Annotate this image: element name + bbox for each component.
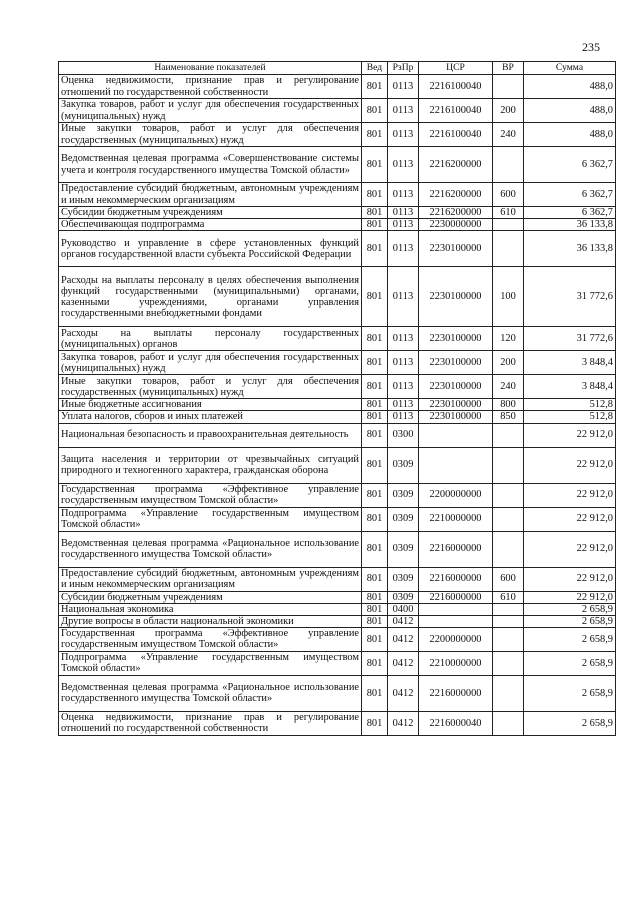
cell-name: Оценка недвижимости, признание прав и регулирование отношений по государственной собственности — [59, 711, 362, 735]
cell-csr: 2210000000 — [419, 507, 493, 531]
cell-name: Расходы на выплаты персоналу в целях обеспечения выполнения функций государственными (муниципальными) органами, казенными учреждениями, органами управления государственными внебюджетными фондами — [59, 267, 362, 327]
cell-sum: 31 772,6 — [524, 327, 616, 351]
cell-ved: 801 — [362, 147, 388, 183]
cell-rzpr: 0412 — [388, 627, 419, 651]
cell-vr: 240 — [493, 375, 524, 399]
cell-csr: 2216100040 — [419, 123, 493, 147]
cell-sum: 22 912,0 — [524, 507, 616, 531]
cell-rzpr: 0309 — [388, 447, 419, 483]
cell-rzpr: 0412 — [388, 651, 419, 675]
table-row — [59, 531, 616, 567]
cell-rzpr: 0309 — [388, 591, 419, 603]
cell-sum: 22 912,0 — [524, 591, 616, 603]
cell-vr — [493, 603, 524, 615]
cell-name: Подпрограмма «Управление государственным имуществом Томской области» — [59, 507, 362, 531]
cell-csr: 2216000000 — [419, 567, 493, 591]
cell-rzpr: 0309 — [388, 507, 419, 531]
cell-vr — [493, 219, 524, 231]
cell-rzpr: 0113 — [388, 267, 419, 327]
cell-name: Руководство и управление в сфере установленных функций органов государственной власти субъекта Российской Федерации — [59, 231, 362, 267]
cell-vr: 800 — [493, 399, 524, 411]
cell-csr: 2216100040 — [419, 75, 493, 99]
cell-sum: 22 912,0 — [524, 531, 616, 567]
cell-rzpr: 0309 — [388, 567, 419, 591]
cell-rzpr: 0113 — [388, 351, 419, 375]
cell-ved: 801 — [362, 123, 388, 147]
cell-csr: 2230100000 — [419, 351, 493, 375]
cell-csr: 2230100000 — [419, 375, 493, 399]
cell-csr: 2230100000 — [419, 231, 493, 267]
cell-vr — [493, 615, 524, 627]
cell-sum: 6 362,7 — [524, 147, 616, 183]
table-row — [59, 207, 616, 219]
cell-csr — [419, 447, 493, 483]
cell-name: Ведомственная целевая программа «Рациональное использование государственного имущества Томской области» — [59, 675, 362, 711]
cell-vr: 200 — [493, 99, 524, 123]
cell-name: Предоставление субсидий бюджетным, автономным учреждениям и иным некоммерческим организациям — [59, 183, 362, 207]
cell-ved: 801 — [362, 183, 388, 207]
cell-vr — [493, 507, 524, 531]
cell-sum: 2 658,9 — [524, 627, 616, 651]
cell-ved: 801 — [362, 423, 388, 447]
cell-csr: 2230100000 — [419, 327, 493, 351]
cell-ved: 801 — [362, 219, 388, 231]
cell-name: Государственная программа «Эффективное управление государственным имуществом Томской области» — [59, 483, 362, 507]
cell-rzpr: 0113 — [388, 231, 419, 267]
cell-vr: 240 — [493, 123, 524, 147]
cell-ved: 801 — [362, 207, 388, 219]
table-row — [59, 231, 616, 267]
table-row — [59, 75, 616, 99]
cell-ved: 801 — [362, 675, 388, 711]
cell-ved: 801 — [362, 711, 388, 735]
cell-name: Ведомственная целевая программа «Совершенствование системы учета и контроля государственного имущества Томской области» — [59, 147, 362, 183]
cell-vr: 600 — [493, 183, 524, 207]
cell-name: Закупка товаров, работ и услуг для обеспечения государственных (муниципальных) нужд — [59, 99, 362, 123]
table-row — [59, 567, 616, 591]
cell-rzpr: 0113 — [388, 375, 419, 399]
cell-name: Иные закупки товаров, работ и услуг для обеспечения государственных (муниципальных) нужд — [59, 123, 362, 147]
table-row — [59, 591, 616, 603]
cell-csr: 2216000000 — [419, 531, 493, 567]
cell-csr — [419, 603, 493, 615]
cell-ved: 801 — [362, 327, 388, 351]
cell-vr — [493, 483, 524, 507]
cell-csr: 2200000000 — [419, 483, 493, 507]
cell-csr: 2230100000 — [419, 267, 493, 327]
cell-sum: 488,0 — [524, 99, 616, 123]
cell-sum: 22 912,0 — [524, 567, 616, 591]
cell-ved: 801 — [362, 231, 388, 267]
header-rzpr: РзПр — [388, 62, 419, 75]
cell-name: Обеспечивающая подпрограмма — [59, 219, 362, 231]
table-row — [59, 147, 616, 183]
table-row — [59, 99, 616, 123]
cell-ved: 801 — [362, 411, 388, 423]
cell-ved: 801 — [362, 567, 388, 591]
cell-sum: 488,0 — [524, 75, 616, 99]
table-row — [59, 603, 616, 615]
cell-name: Субсидии бюджетным учреждениям — [59, 591, 362, 603]
cell-name: Ведомственная целевая программа «Рациональное использование государственного имущества Томской области» — [59, 531, 362, 567]
cell-name: Оценка недвижимости, признание прав и регулирование отношений по государственной собственности — [59, 75, 362, 99]
cell-sum: 512,8 — [524, 411, 616, 423]
cell-csr: 2216000040 — [419, 711, 493, 735]
cell-name: Национальная экономика — [59, 603, 362, 615]
cell-sum: 36 133,8 — [524, 219, 616, 231]
table-row — [59, 507, 616, 531]
cell-csr: 2200000000 — [419, 627, 493, 651]
cell-vr — [493, 231, 524, 267]
cell-ved: 801 — [362, 399, 388, 411]
cell-csr: 2216200000 — [419, 183, 493, 207]
table-row — [59, 675, 616, 711]
cell-ved: 801 — [362, 447, 388, 483]
cell-rzpr: 0113 — [388, 75, 419, 99]
cell-ved: 801 — [362, 627, 388, 651]
cell-rzpr: 0113 — [388, 147, 419, 183]
table-row — [59, 375, 616, 399]
header-vr: ВР — [493, 62, 524, 75]
cell-sum: 22 912,0 — [524, 447, 616, 483]
cell-name: Иные закупки товаров, работ и услуг для обеспечения государственных (муниципальных) нужд — [59, 375, 362, 399]
cell-name: Субсидии бюджетным учреждениям — [59, 207, 362, 219]
table-row — [59, 327, 616, 351]
table-row — [59, 399, 616, 411]
cell-ved: 801 — [362, 375, 388, 399]
cell-rzpr: 0412 — [388, 711, 419, 735]
cell-sum: 31 772,6 — [524, 267, 616, 327]
cell-ved: 801 — [362, 651, 388, 675]
cell-vr — [493, 423, 524, 447]
cell-rzpr: 0113 — [388, 411, 419, 423]
cell-csr: 2216200000 — [419, 147, 493, 183]
table-row — [59, 423, 616, 447]
cell-sum: 3 848,4 — [524, 351, 616, 375]
cell-rzpr: 0113 — [388, 207, 419, 219]
cell-ved: 801 — [362, 507, 388, 531]
cell-csr: 2230100000 — [419, 411, 493, 423]
cell-name: Предоставление субсидий бюджетным, автономным учреждениям и иным некоммерческим организациям — [59, 567, 362, 591]
cell-sum: 22 912,0 — [524, 423, 616, 447]
cell-vr — [493, 447, 524, 483]
table-row — [59, 183, 616, 207]
cell-name: Иные бюджетные ассигнования — [59, 399, 362, 411]
cell-ved: 801 — [362, 351, 388, 375]
cell-name: Закупка товаров, работ и услуг для обеспечения государственных (муниципальных) нужд — [59, 351, 362, 375]
cell-name: Защита населения и территории от чрезвычайных ситуаций природного и техногенного характера, гражданская оборона — [59, 447, 362, 483]
cell-name: Подпрограмма «Управление государственным имуществом Томской области» — [59, 651, 362, 675]
cell-sum: 3 848,4 — [524, 375, 616, 399]
cell-sum: 488,0 — [524, 123, 616, 147]
table-row — [59, 627, 616, 651]
cell-name: Уплата налогов, сборов и иных платежей — [59, 411, 362, 423]
cell-sum: 512,8 — [524, 399, 616, 411]
cell-sum: 36 133,8 — [524, 231, 616, 267]
cell-csr — [419, 615, 493, 627]
table-row — [59, 219, 616, 231]
cell-sum: 2 658,9 — [524, 615, 616, 627]
cell-sum: 2 658,9 — [524, 711, 616, 735]
header-name: Наименование показателей — [59, 62, 362, 75]
cell-rzpr: 0113 — [388, 219, 419, 231]
table-row — [59, 483, 616, 507]
cell-vr: 610 — [493, 591, 524, 603]
cell-vr: 100 — [493, 267, 524, 327]
cell-vr: 120 — [493, 327, 524, 351]
table-row — [59, 447, 616, 483]
table-row — [59, 267, 616, 327]
cell-csr: 2216000000 — [419, 675, 493, 711]
cell-rzpr: 0412 — [388, 675, 419, 711]
cell-rzpr: 0300 — [388, 423, 419, 447]
cell-ved: 801 — [362, 615, 388, 627]
cell-csr: 2216000000 — [419, 591, 493, 603]
cell-csr: 2216100040 — [419, 99, 493, 123]
table-row — [59, 615, 616, 627]
cell-csr: 2216200000 — [419, 207, 493, 219]
cell-ved: 801 — [362, 99, 388, 123]
cell-rzpr: 0309 — [388, 531, 419, 567]
cell-ved: 801 — [362, 267, 388, 327]
cell-sum: 6 362,7 — [524, 183, 616, 207]
cell-csr: 2210000000 — [419, 651, 493, 675]
cell-rzpr: 0113 — [388, 99, 419, 123]
cell-vr: 600 — [493, 567, 524, 591]
table-row — [59, 351, 616, 375]
table-row — [59, 711, 616, 735]
table-header-row — [59, 62, 616, 75]
cell-vr — [493, 675, 524, 711]
cell-csr: 2230100000 — [419, 399, 493, 411]
cell-vr — [493, 147, 524, 183]
cell-ved: 801 — [362, 591, 388, 603]
table-body — [59, 75, 616, 736]
table-row — [59, 411, 616, 423]
header-csr: ЦСР — [419, 62, 493, 75]
cell-rzpr: 0113 — [388, 327, 419, 351]
cell-sum: 2 658,9 — [524, 651, 616, 675]
cell-rzpr: 0412 — [388, 615, 419, 627]
cell-name: Национальная безопасность и правоохранительная деятельность — [59, 423, 362, 447]
cell-sum: 22 912,0 — [524, 483, 616, 507]
cell-ved: 801 — [362, 603, 388, 615]
cell-vr — [493, 711, 524, 735]
table-row — [59, 651, 616, 675]
header-ved: Вед — [362, 62, 388, 75]
cell-name: Государственная программа «Эффективное управление государственным имуществом Томской области» — [59, 627, 362, 651]
cell-vr — [493, 75, 524, 99]
page-number: 235 — [582, 40, 600, 54]
cell-sum: 2 658,9 — [524, 675, 616, 711]
budget-table — [58, 61, 616, 736]
cell-rzpr: 0400 — [388, 603, 419, 615]
cell-vr — [493, 627, 524, 651]
cell-vr: 200 — [493, 351, 524, 375]
cell-name: Расходы на выплаты персоналу государственных (муниципальных) органов — [59, 327, 362, 351]
cell-csr: 2230000000 — [419, 219, 493, 231]
cell-vr — [493, 531, 524, 567]
cell-ved: 801 — [362, 75, 388, 99]
cell-ved: 801 — [362, 531, 388, 567]
cell-rzpr: 0113 — [388, 123, 419, 147]
cell-rzpr: 0309 — [388, 483, 419, 507]
cell-sum: 6 362,7 — [524, 207, 616, 219]
cell-csr — [419, 423, 493, 447]
cell-vr — [493, 651, 524, 675]
cell-name: Другие вопросы в области национальной экономики — [59, 615, 362, 627]
cell-sum: 2 658,9 — [524, 603, 616, 615]
cell-ved: 801 — [362, 483, 388, 507]
cell-rzpr: 0113 — [388, 399, 419, 411]
cell-vr: 850 — [493, 411, 524, 423]
header-sum: Сумма — [524, 62, 616, 75]
cell-rzpr: 0113 — [388, 183, 419, 207]
cell-vr: 610 — [493, 207, 524, 219]
table-row — [59, 123, 616, 147]
